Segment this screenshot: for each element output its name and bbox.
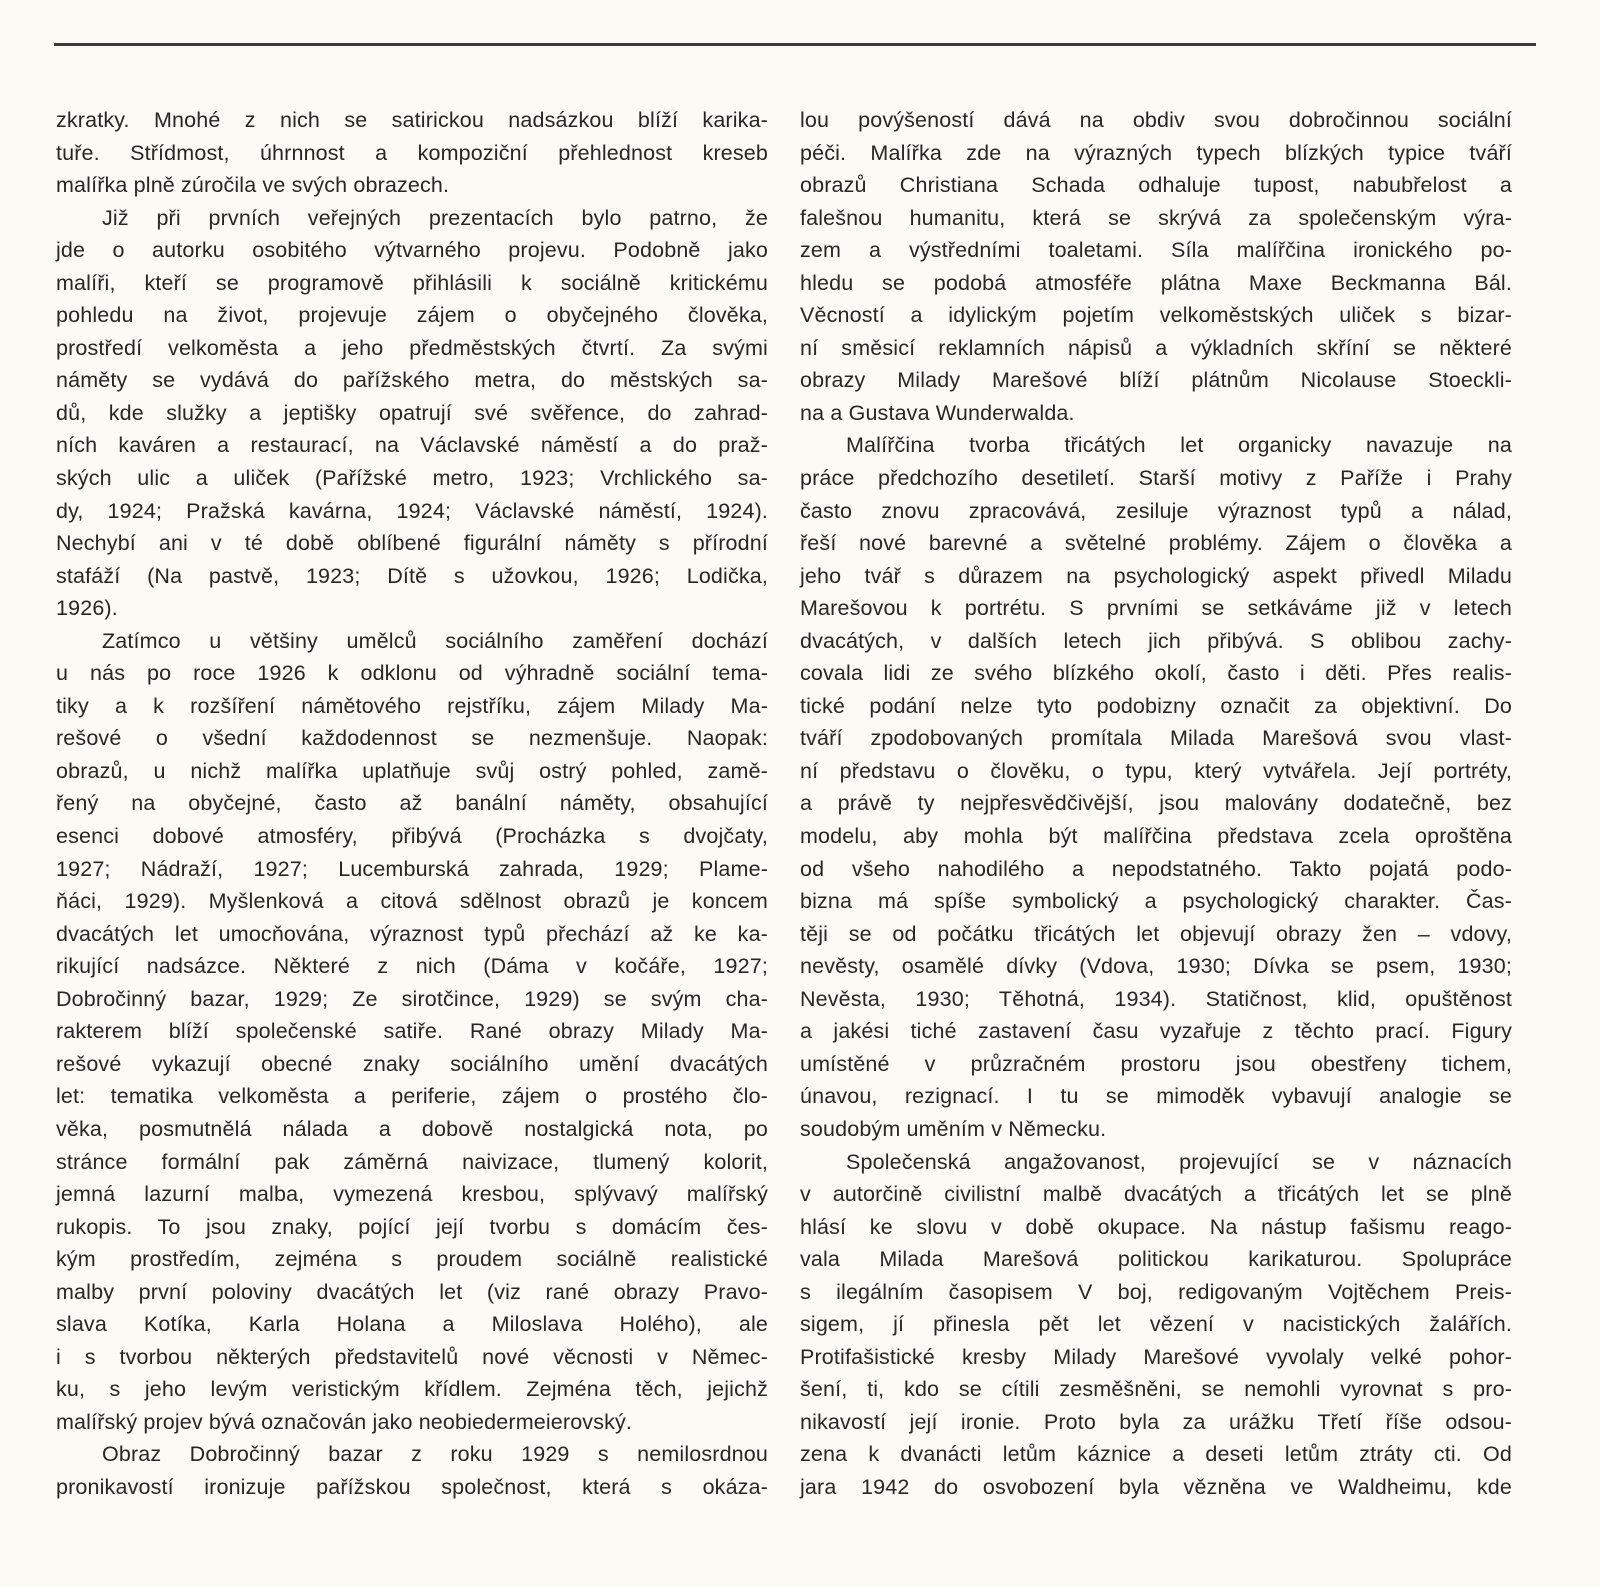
text-line: esenci dobové atmosféry, přibývá (Procházka s dvojčaty, [56,824,768,849]
text-line: stafáží (Na pastvě, 1923; Dítě s užovkou, 1926; Lodička, [56,563,768,588]
text-line: nikavostí její ironie. Proto byla za urážku Třetí říše odsou- [800,1409,1512,1434]
text-line: únavou, rezignací. I tu se mimoděk vybavují analogie se [800,1084,1512,1109]
text-line: malíři, kteří se programově přihlásili k sociálně kritickému [56,270,768,295]
text-line: práce předchozího desetiletí. Starší motivy z Paříže i Prahy [800,466,1512,491]
text-line: ku, s jeho levým veristickým křídlem. Zejména těch, jejichž [56,1377,768,1402]
paragraph [56,202,768,625]
text-line: dů, kde služky a jeptišky opatrují své svěřence, do zahrad- [56,400,768,425]
text-line: Dobročinný bazar, 1929; Ze sirotčince, 1929) se svým cha- [56,986,768,1011]
text-line: na a Gustava Wunderwalda. [800,400,1075,425]
header-rule [54,43,1536,46]
text-line: rikující nadsázce. Některé z nich (Dáma v kočáře, 1927; [56,954,768,979]
text-line: Již při prvních veřejných prezentacích bylo patrno, že [102,205,768,230]
text-line: obrazy Milady Marešové blíží plátnům Nicolause Stoeckli- [800,368,1512,393]
text-line: péči. Malířka zde na výrazných typech blízkých typice tváří [800,140,1512,165]
text-line: zkratky. Mnohé z nich se satirickou nadsázkou blíží karika- [56,108,768,132]
text-line: jeho tvář s důrazem na psychologický aspekt přivedl Miladu [800,563,1512,588]
text-line: Obraz Dobročinný bazar z roku 1929 s nemilosrdnou [102,1442,768,1467]
text-line: jara 1942 do osvobození byla vězněna ve Waldheimu, kde [800,1474,1512,1499]
text-line: kým prostředím, zejména s proudem sociálně realistické [56,1247,768,1272]
paragraph [800,104,1512,429]
text-line: ní představu o člověku, o typu, který vytvářela. Její portréty, [800,758,1512,783]
text-line: a právě ty nejpřesvědčivější, jsou malovány dodatečně, bez [800,791,1512,816]
text-line: sigem, jí přinesla pět let vězení v nacistických žalářích. [800,1312,1512,1337]
text-line: hlásí ke slovu v době okupace. Na nástup fašismu reago- [800,1214,1512,1239]
text-line: umístěné v průzračném prostoru jsou obestřeny tichem, [800,1051,1512,1076]
text-line: rešové o všední každodennost se nezmenšuje. Naopak: [56,726,768,751]
text-line: ních kaváren a restaurací, na Václavské náměstí a do praž- [56,433,768,458]
text-line: dvacátých, v dalších letech jich přibývá. S oblibou zachy- [800,628,1512,653]
text-line: tiky a k rozšíření námětového rejstříku, zájem Milady Ma- [56,693,768,718]
text-line: tuře. Střídmost, úhrnnost a kompoziční přehlednost kreseb [56,140,768,165]
text-line: lou povýšeností dává na obdiv svou dobročinnou sociální [800,108,1512,132]
text-line: ní směsicí reklamních nápisů a výkladních skříní se některé [800,335,1512,360]
text-line: let: tematika velkoměsta a periferie, zájem o prostého člo- [56,1084,768,1109]
text-line: stránce formální pak záměrná naivizace, tlumený kolorit, [56,1149,768,1174]
text-line: a jakési tiché zastavení času vyzařuje z těchto prací. Figury [800,1019,1512,1044]
paragraph [56,1438,768,1503]
text-line: Malířčina tvorba třicátých let organicky navazuje na [846,433,1512,458]
text-line: obrazů Christiana Schada odhaluje tupost, nabubřelost a [800,173,1512,198]
text-column-right [800,104,1512,1504]
text-line: 1927; Nádraží, 1927; Lucemburská zahrada, 1929; Plame- [56,856,768,881]
text-line: šení, ti, kdo se cítili zesměšněni, se nemohli vyrovnat s pro- [800,1377,1512,1402]
text-line: jemná lazurní malba, vymezená kresbou, splývavý malířský [56,1182,768,1207]
text-line: hledu se podobá atmosféře plátna Maxe Beckmanna Bál. [800,270,1512,295]
text-line: často znovu zpracovává, zesiluje výraznost typů a nálad, [800,498,1512,523]
text-line: věka, posmutnělá nálada a dobově nostalgická nota, po [56,1116,768,1141]
text-line: Marešovou k portrétu. S prvními se setkáváme již v letech [800,596,1512,621]
text-line: Nevěsta, 1930; Těhotná, 1934). Statičnost, klid, opuštěnost [800,986,1512,1011]
text-line: v autorčině civilistní malbě dvacátých a třicátých let se plně [800,1182,1512,1207]
text-line: dvacátých let umocňována, výraznost typů přechází až ke ka- [56,921,768,946]
text-line: rakterem blíží společenské satiře. Rané obrazy Milady Ma- [56,1019,768,1044]
text-line: soudobým uměním v Německu. [800,1116,1107,1141]
text-line: slava Kotíka, Karla Holana a Miloslava Holého), ale [56,1312,768,1337]
text-line: prostředí velkoměsta a jeho předměstských čtvrtí. Za svými [56,335,768,360]
text-line: s ilegálním časopisem V boj, redigovaným Vojtěchem Preis- [800,1279,1512,1304]
text-line: od všeho nahodilého a nepodstatného. Takto pojatá podo- [800,856,1512,881]
text-line: u nás po roce 1926 k odklonu od výhradně sociální tema- [56,661,768,686]
text-line: pronikavostí ironizuje pařížskou společnost, která s okáza- [56,1474,768,1499]
text-line: malířka plně zúročila ve svých obrazech. [56,173,450,198]
text-line: řeší nové barevné a světelné problémy. Zájem o člověka a [800,531,1512,556]
text-line: Věcností a idylickým pojetím velkoměstských uliček s bizar- [800,303,1512,328]
text-line: Společenská angažovanost, projevující se v náznacích [846,1149,1512,1174]
text-line: i s tvorbou některých představitelů nové věcnosti v Němec- [56,1344,768,1369]
text-line: jde o autorku osobitého výtvarného projevu. Podobně jako [56,238,768,263]
paragraph [56,104,768,202]
text-line: Nechybí ani v té době oblíbené figurální náměty s přírodní [56,531,768,556]
text-line: modelu, aby mohla být malířčina představa zcela oproštěna [800,824,1512,849]
text-line: zena k dvanácti letům káznice a deseti letům ztráty cti. Od [800,1442,1512,1467]
text-line: ských ulic a uliček (Pařížské metro, 1923; Vrchlického sa- [56,466,768,491]
text-line: ňáci, 1929). Myšlenková a citová sdělnost obrazů je koncem [56,889,768,914]
text-line: falešnou humanitu, která se skrývá za společenským výra- [800,205,1512,230]
text-line: obrazů, u nichž malířka uplatňuje svůj ostrý pohled, zamě- [56,758,768,783]
text-line: náměty se vydává do pařížského metra, do městských sa- [56,368,768,393]
text-line: nevěsty, osamělé dívky (Vdova, 1930; Dívka se psem, 1930; [800,954,1512,979]
text-column-left [56,104,768,1504]
text-line: covala lidi ze svého blízkého okolí, často i děti. Přes realis- [800,661,1512,686]
text-line: rukopis. To jsou znaky, pojící její tvorbu s domácím čes- [56,1214,768,1239]
text-line: Zatímco u většiny umělců sociálního zaměření dochází [102,628,768,653]
text-line: malby první poloviny dvacátých let (viz rané obrazy Pravo- [56,1279,768,1304]
text-line: malířský projev bývá označován jako neobiedermeierovský. [56,1409,633,1434]
text-line: dy, 1924; Pražská kavárna, 1924; Václavské náměstí, 1924). [56,498,768,523]
text-line: Protifašistické kresby Milady Marešové vyvolaly velké pohor- [800,1344,1512,1369]
text-line: pohledu na život, projevuje zájem o obyčejného člověka, [56,303,768,328]
text-line: tváří zpodobovaných promítala Milada Marešová svou vlast- [800,726,1512,751]
paragraph [800,1146,1512,1504]
paragraph [800,429,1512,1145]
text-line: 1926). [56,596,118,621]
text-line: zem a výstředními toaletami. Síla malířčina ironického po- [800,238,1512,263]
text-line: bizna má spíše symbolický a psychologický charakter. Čas- [800,889,1512,914]
paragraph [56,625,768,1439]
text-line: řený na obyčejné, často až banální náměty, obsahující [56,791,768,816]
text-line: rešové vykazují obecné znaky sociálního umění dvacátých [56,1051,768,1076]
text-line: vala Milada Marešová politickou karikaturou. Spolupráce [800,1247,1512,1272]
text-line: těji se od počátku třicátých let objevují obrazy žen – vdovy, [800,921,1512,946]
text-line: tické podání nelze tyto podobizny označit za objektivní. Do [800,693,1512,718]
